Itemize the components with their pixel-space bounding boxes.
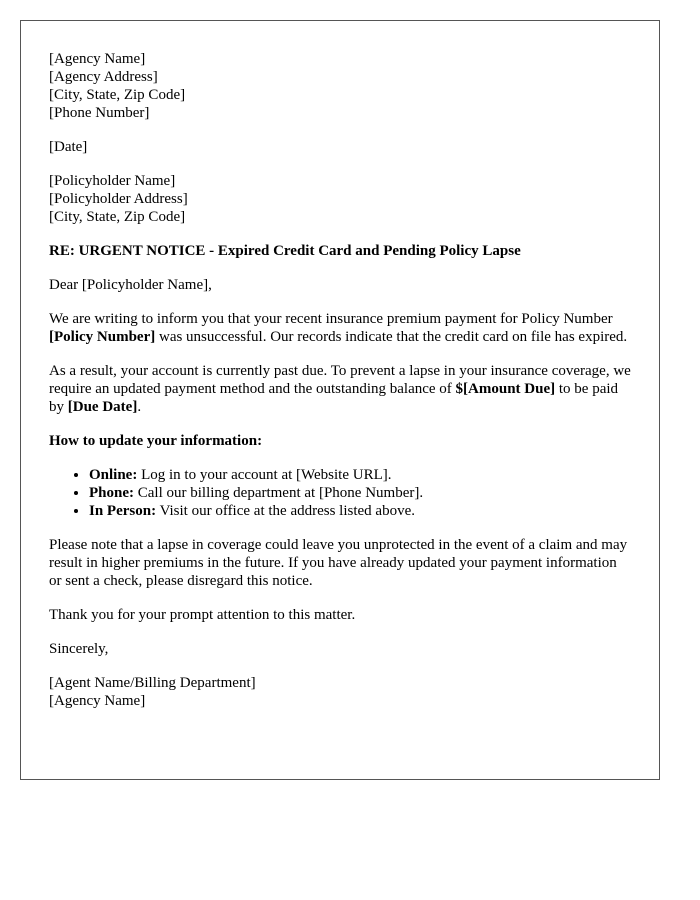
paragraph-thank-you: Thank you for your prompt attention to this matter. (49, 607, 356, 623)
option-text: Visit our office at the address listed above. (156, 503, 415, 519)
para2-text-after: . (137, 399, 142, 415)
list-item-in-person (89, 502, 631, 520)
para2-text-middle: to be paid by (49, 381, 619, 415)
recipient-name: [Policyholder Name] (49, 173, 176, 189)
para1-text-after: was unsuccessful. Our records indicate that the credit card on file has expired. (155, 329, 628, 345)
policy-number: [Policy Number] (49, 329, 156, 345)
option-label: Phone: (89, 485, 134, 501)
letter-date: [Date] (49, 139, 88, 155)
agency-address-block (49, 50, 631, 122)
para1-text-before: We are writing to inform you that your recent insurance premium payment for Policy Number (49, 311, 613, 327)
signature-agency: [Agency Name] (49, 693, 146, 709)
agency-phone: [Phone Number] (49, 105, 150, 121)
paragraph-lapse-warning: Please note that a lapse in coverage could leave you unprotected in the event of a claim and may result in higher premiums in the future. If you have already updated your payment information or sent a check, please disregard this notice. (49, 537, 628, 589)
closing: Sincerely, (49, 641, 109, 657)
para2-text-before: As a result, your account is currently past due. To prevent a lapse in your insurance coverage, we require an updated payment method and the outstanding balance of (49, 363, 631, 397)
option-label: In Person: (89, 503, 157, 519)
letter-page (20, 20, 660, 780)
recipient-address-block (49, 172, 631, 226)
amount-due: $[Amount Due] (455, 381, 556, 397)
paragraph-past-due (49, 362, 631, 416)
agency-address: [Agency Address] (49, 69, 158, 85)
due-date: [Due Date] (67, 399, 138, 415)
signature-block (49, 674, 631, 710)
recipient-city-state-zip: [City, State, Zip Code] (49, 209, 186, 225)
option-label: Online: (89, 467, 138, 483)
subject-line: RE: URGENT NOTICE - Expired Credit Card and Pending Policy Lapse (49, 243, 521, 259)
update-options-list (49, 466, 631, 520)
update-info-heading: How to update your information: (49, 433, 263, 449)
agency-city-state-zip: [City, State, Zip Code] (49, 87, 186, 103)
option-text: Log in to your account at [Website URL]. (137, 467, 392, 483)
option-text: Call our billing department at [Phone Number]. (134, 485, 424, 501)
recipient-address: [Policyholder Address] (49, 191, 188, 207)
list-item-phone (89, 484, 631, 502)
paragraph-payment-failed (49, 310, 631, 346)
salutation: Dear [Policyholder Name], (49, 277, 212, 293)
date-block (49, 138, 631, 156)
agency-name: [Agency Name] (49, 51, 146, 67)
list-item-online (89, 466, 631, 484)
signature-agent: [Agent Name/Billing Department] (49, 675, 256, 691)
